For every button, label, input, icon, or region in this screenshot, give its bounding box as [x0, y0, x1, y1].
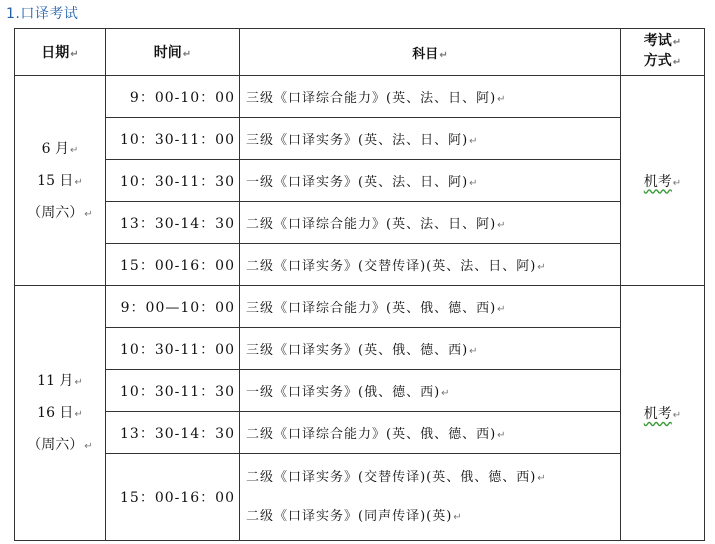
subject-cell: 一级《口译实务》(英、法、日、阿)↵	[240, 160, 621, 202]
header-time: 时间↵	[106, 29, 240, 76]
table-row	[15, 286, 705, 328]
time-cell: 10：30-11：30	[106, 160, 240, 202]
subject-cell: 三级《口译实务》(英、法、日、阿)↵	[240, 118, 621, 160]
date-cell-june: 6 月↵ 15 日↵ （周六）↵	[15, 76, 106, 286]
subject-cell: 二级《口译实务》(交替传译)(英、法、日、阿)↵	[240, 244, 621, 286]
header-subject: 科目↵	[240, 29, 621, 76]
table-row	[15, 412, 705, 454]
subject-cell: 二级《口译综合能力》(英、俄、德、西)↵	[240, 412, 621, 454]
table-row	[15, 328, 705, 370]
mode-cell-june: 机考↵	[621, 76, 705, 286]
time-cell: 15：00-16：00	[106, 244, 240, 286]
table-row	[15, 160, 705, 202]
table-row	[15, 76, 705, 118]
time-cell: 10：30-11：00	[106, 328, 240, 370]
time-cell: 10：30-11：30	[106, 370, 240, 412]
table-row	[15, 118, 705, 160]
subject-cell: 三级《口译综合能力》(英、法、日、阿)↵	[240, 76, 621, 118]
subject-cell: 二级《口译实务》(交替传译)(英、俄、德、西)↵ 二级《口译实务》(同声传译)(英)↵	[240, 454, 621, 541]
subject-cell: 二级《口译综合能力》(英、法、日、阿)↵	[240, 202, 621, 244]
time-cell: 15：00-16：00	[106, 454, 240, 541]
time-cell: 9：00—10：00	[106, 286, 240, 328]
time-cell: 10：30-11：00	[106, 118, 240, 160]
section-heading: 1.口译考试	[6, 6, 79, 22]
header-date: 日期↵	[15, 29, 106, 76]
header-mode: 考试↵ 方式↵	[621, 29, 705, 76]
subject-cell: 一级《口译实务》(俄、德、西)↵	[240, 370, 621, 412]
time-cell: 13：30-14：30	[106, 412, 240, 454]
table-row	[15, 370, 705, 412]
subject-cell: 三级《口译实务》(英、俄、德、西)↵	[240, 328, 621, 370]
table-header-row	[15, 29, 705, 76]
table-row	[15, 244, 705, 286]
exam-schedule-table	[14, 28, 705, 541]
table-row	[15, 454, 705, 541]
mode-cell-november: 机考↵	[621, 286, 705, 541]
subject-cell: 三级《口译综合能力》(英、俄、德、西)↵	[240, 286, 621, 328]
time-cell: 9：00-10：00	[106, 76, 240, 118]
time-cell: 13：30-14：30	[106, 202, 240, 244]
date-cell-november: 11 月↵ 16 日↵ （周六）↵	[15, 286, 106, 541]
table-row	[15, 202, 705, 244]
